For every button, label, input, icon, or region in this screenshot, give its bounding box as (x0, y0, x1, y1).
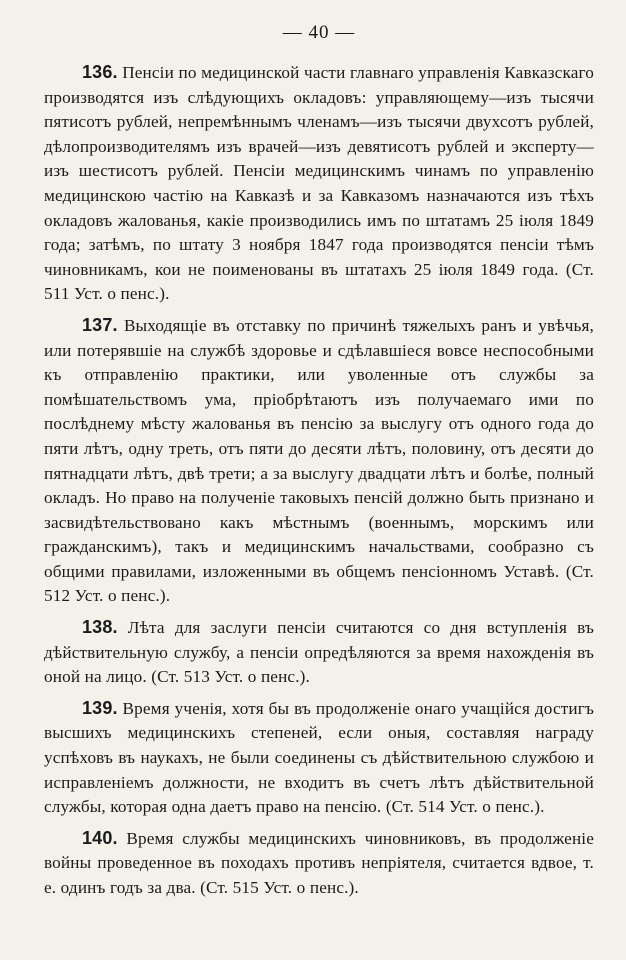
article-text: Пенсіи по медицинской части главнаго управленія Кавказскаго производятся изъ слѣдующихъ окладовъ: управляющему—изъ тысячи пятисотъ рублей, непремѣннымъ членамъ—изъ тысячи двухсотъ рублей, дѣлопроизводителямъ изъ врачей—изъ девятисотъ рублей и эксперту—изъ шестисотъ рублей. Пенсіи медицинскимъ чинамъ по управленію медицинскою частію на Кавказѣ и за Кавказомъ назначаются изъ тѣхъ окладовъ жалованья, какіе производились имъ по штатамъ 25 іюля 1849 года; затѣмъ, по штату 3 ноября 1847 года производятся пенсіи тѣмъ чиновникамъ, кои не поименованы въ штатахъ 25 іюля 1849 года. (Ст. 511 Уст. о пенс.). (44, 63, 594, 304)
article-text: Время ученія, хотя бы въ продолженіе онаго учащійся достигъ высшихъ медицинскихъ степеней, если оныя, составляя награду успѣховъ въ наукахъ, не были соединены съ дѣйствительною службою и исправленіемъ должности, не входитъ въ счетъ лѣтъ дѣйствительной службы, которая одна даетъ право на пенсію. (Ст. 514 Уст. о пенс.). (44, 698, 594, 817)
article-number: 138. (82, 617, 118, 638)
article-text: Лѣта для заслуги пенсіи считаются со дня вступленія въ дѣйствительную службу, а пенсіи опредѣляются за время нахожденія въ оной на лицо. (Ст. 513 Уст. о пенс.). (44, 618, 594, 687)
article-number: 136. (82, 62, 118, 82)
article-number: 137. (82, 314, 118, 335)
article-text: Выходящіе въ отставку по причинѣ тяжелыхъ ранъ и увѣчья, или потерявшіе на службѣ здоровье и сдѣлавшіеся вовсе неспособными къ отправленію практики, или уволенные отъ службы за помѣшательствомъ ума, пріобрѣтаютъ изъ получаемаго ими по послѣднему мѣсту жалованья въ пенсію за выслугу отъ одного года до пяти лѣтъ, одну треть, отъ пяти до десяти лѣтъ, половину, отъ десяти до пятнадцати лѣтъ, двѣ трети; а за выслугу двадцати лѣтъ и болѣе, полный окладъ. Но право на полученіе таковыхъ пенсій должно быть признано и засвидѣтельствовано какъ мѣстнымъ (военнымъ, морскимъ или гражданскимъ), такъ и медицинскимъ начальствами, сообразно съ общими правилами, изложенными въ общемъ пенсіонномъ Уставѣ. (Ст. 512 Уст. о пенс.). (44, 315, 595, 606)
article-136 (44, 60, 594, 307)
article-139 (44, 696, 594, 820)
article-text: Время службы медицинскихъ чиновниковъ, въ продолженіе войны проведенное въ походахъ противъ непріятеля, считается вдвое, т. е. одинъ годъ за два. (Ст. 515 Уст. о пенс.). (44, 828, 595, 897)
article-137 (44, 313, 594, 609)
page-number: — 40 — (282, 22, 356, 43)
article-number: 140. (82, 827, 118, 848)
article-140 (44, 826, 594, 901)
article-number: 139. (82, 697, 118, 718)
article-138 (44, 615, 594, 690)
